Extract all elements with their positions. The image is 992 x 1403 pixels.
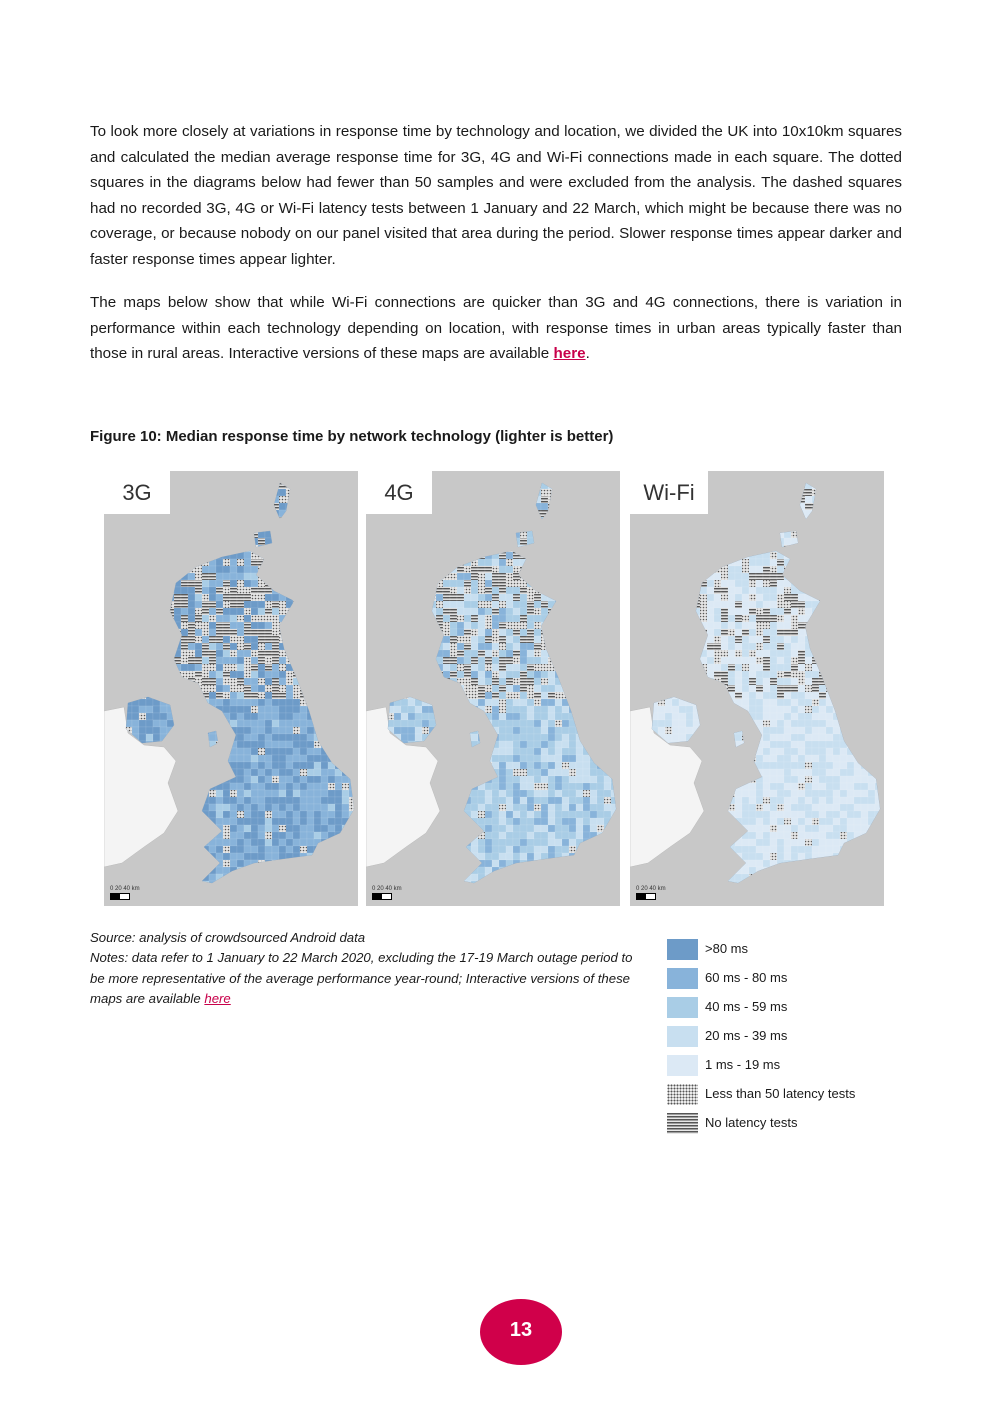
figure-notes [90, 928, 650, 1010]
legend-label: 1 ms - 19 ms [705, 1057, 781, 1072]
maps-paragraph [90, 290, 902, 367]
notes-text: Notes: data refer to 1 January to 22 March 2020, excluding the 17-19 March outage period to be more representative of the average performance year-round; Interactive versions of these maps are available here [90, 950, 633, 1007]
interactive-maps-link[interactable]: here [553, 345, 586, 363]
legend-label: 60 ms - 80 ms [705, 970, 788, 985]
page-number: 13 [480, 1299, 562, 1365]
notes-here-link[interactable]: here [204, 991, 231, 1007]
legend-swatch [667, 1055, 698, 1076]
scale-bar-4g: 0 20 40 km [372, 886, 402, 900]
map-label-4g: 4G [366, 471, 432, 514]
intro-paragraph: To look more closely at variations in response time by technology and location, we divided the UK into 10x10km squares and calculated the median average response time for 3G, 4G and Wi-Fi connections made in each square. The dotted squares in the diagrams below had fewer than 50 samples and were excluded from the analysis. The dashed squares had no recorded 3G, 4G or Wi-Fi latency tests between 1 January and 22 March, which might be because there was no coverage, or because nobody on our panel visited that area during the period. Slower response times appear darker and faster response times appear lighter. [90, 123, 902, 268]
legend-swatch [667, 1084, 698, 1105]
uk-map-wifi [630, 471, 884, 906]
map-4g [366, 471, 620, 906]
maps-paragraph-text: The maps below show that while Wi-Fi connections are quicker than 3G and 4G connections, there is variation in performance within each technology depending on location, with response times in urban areas typically faster than those in rural areas. Interactive versions of these maps are available [90, 294, 902, 363]
legend-swatch [667, 1026, 698, 1047]
legend-label: 40 ms - 59 ms [705, 999, 788, 1014]
legend-label: 20 ms - 39 ms [705, 1028, 788, 1043]
uk-map-3g [104, 471, 358, 906]
scale-bar-3g: 0 20 40 km [110, 886, 140, 900]
legend-swatch [667, 968, 698, 989]
legend-swatch [667, 939, 698, 960]
map-label-wifi: Wi-Fi [630, 471, 708, 514]
map-3g [104, 471, 358, 906]
legend-label: No latency tests [705, 1115, 798, 1130]
legend-label: >80 ms [705, 941, 748, 956]
legend-swatch [667, 997, 698, 1018]
maps-paragraph-end: . [585, 345, 590, 363]
scale-bar-wifi: 0 20 40 km [636, 886, 666, 900]
legend-label: Less than 50 latency tests [705, 1086, 856, 1101]
legend-swatch [667, 1113, 698, 1134]
source-note: Source: analysis of crowdsourced Android data [90, 930, 366, 945]
map-wifi [630, 471, 884, 906]
figure-title: Figure 10: Median response time by network technology (lighter is better) [90, 428, 614, 445]
map-label-3g: 3G [104, 471, 170, 514]
uk-map-4g [366, 471, 620, 906]
